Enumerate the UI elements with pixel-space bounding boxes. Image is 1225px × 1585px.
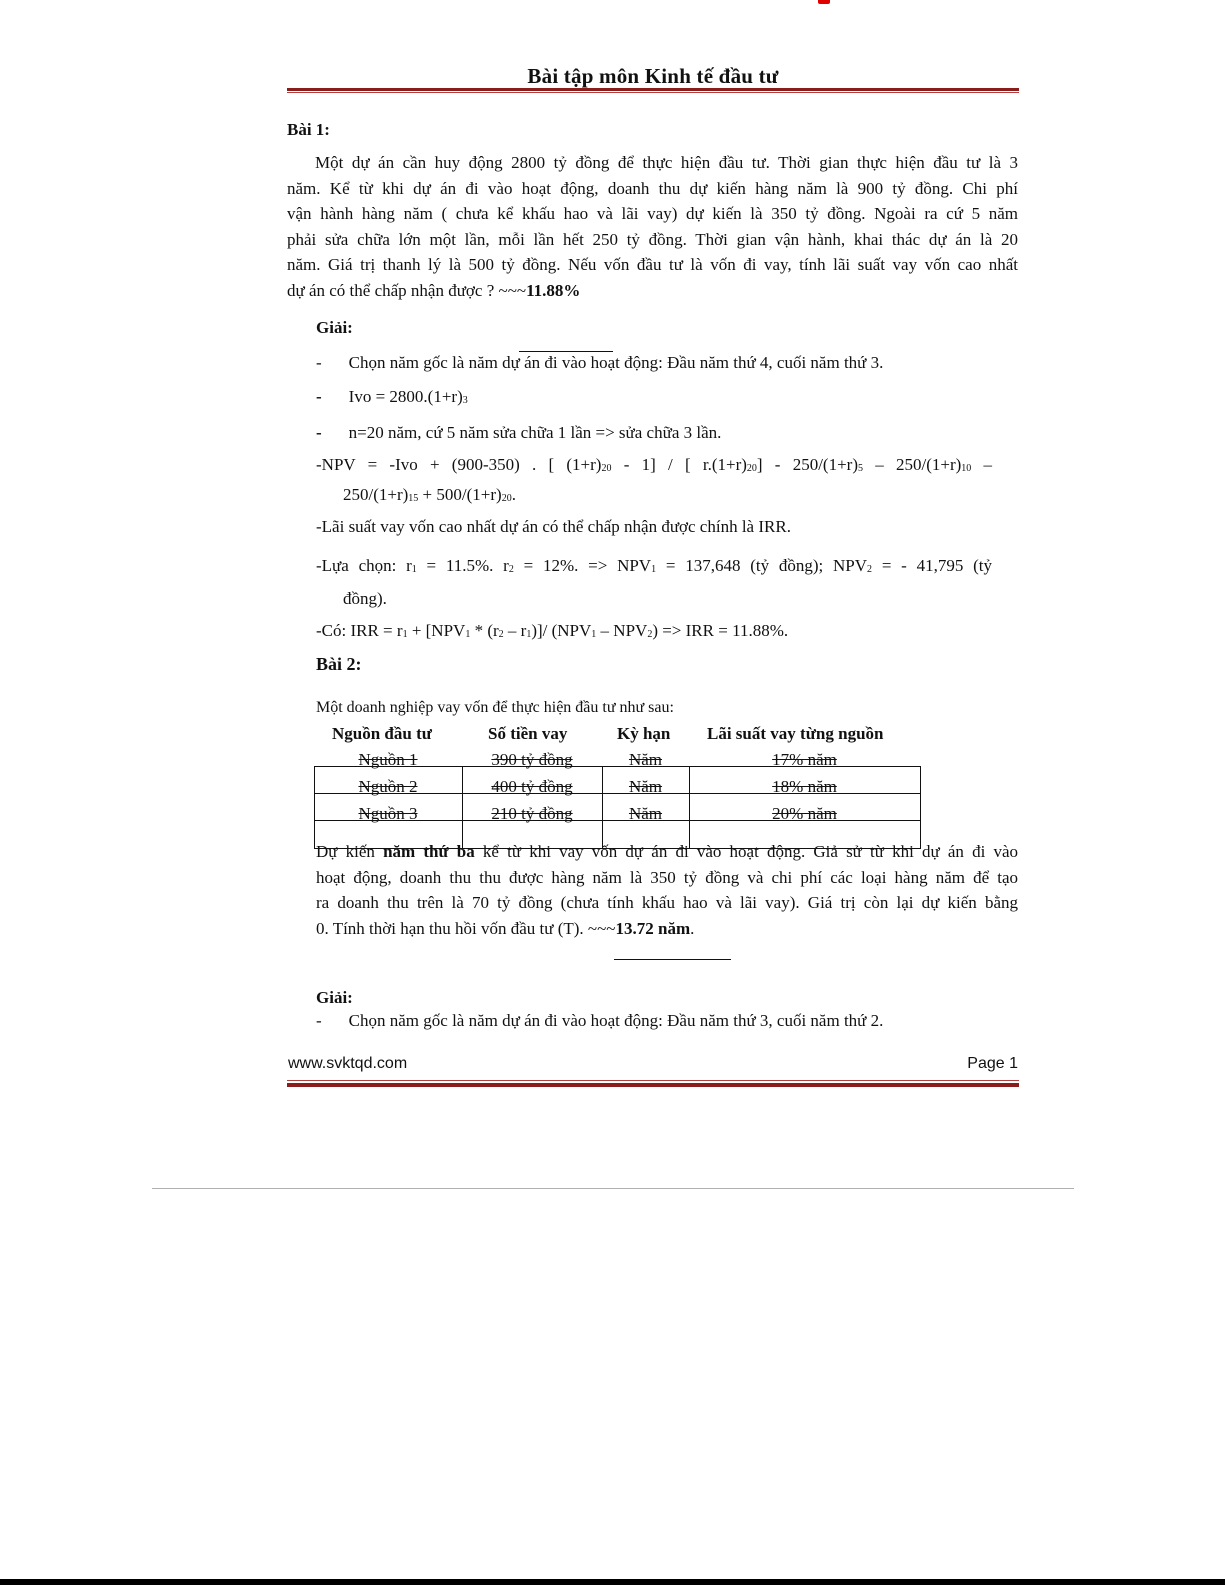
choice-sub: 1: [411, 564, 417, 575]
npv-part: – 250/(1+r): [863, 455, 962, 474]
npv-part: -NPV = -Ivo + (900-350) . [ (1+r): [316, 455, 602, 474]
choice-sub: 2: [508, 564, 514, 575]
bai1-problem: [287, 150, 1018, 304]
bai1-step2-text: Ivo = 2800.(1+r): [348, 387, 463, 406]
choice-part: = - 41,795 (tỷ: [872, 556, 992, 575]
page-break-divider: [152, 1188, 1074, 1189]
formula-sub: 2: [498, 629, 504, 640]
table-cell: Nguồn 1: [358, 750, 418, 769]
formula-part: -Có: IRR = r: [316, 621, 403, 640]
choice-part: = 11.5%. r: [416, 556, 509, 575]
table-cell: 400 tỷ đồng: [491, 777, 573, 796]
formula-part: – r: [503, 621, 527, 640]
npv-part: + 500/(1+r): [418, 484, 502, 504]
formula-sub: 1: [526, 629, 532, 640]
formula-sub: 1: [402, 629, 408, 640]
bai2-intro: Một doanh nghiệp vay vốn để thực hiện đầu tư như sau:: [316, 699, 674, 716]
section-divider: [614, 959, 731, 960]
bai1-problem-last-prefix: dự án có thể chấp nhận được ? ~~~: [287, 280, 527, 300]
bai2-line-2: hoạt động, doanh thu thu được hàng năm là 350 tỷ đồng và chi phí các loại hàng năm để tạo: [316, 867, 1018, 887]
table-header-term: Kỳ hạn: [617, 724, 671, 743]
bai2-step1-text: Chọn năm gốc là năm dự án đi vào hoạt động: Đầu năm thứ 3, cuối năm thứ 2.: [348, 1011, 884, 1030]
choice-sub: 2: [867, 564, 873, 575]
bai1-step3-text: n=20 năm, cứ 5 năm sửa chữa 1 lần => sửa chữa 3 lần.: [348, 423, 722, 442]
formula-part: ) => IRR = 11.88%.: [652, 621, 789, 640]
bai1-step3: - n=20 năm, cứ 5 năm sửa chữa 1 lần => sửa chữa 3 lần.: [316, 423, 722, 442]
bai2-problem: [316, 839, 1018, 941]
formula-sub: 1: [591, 629, 597, 640]
bottom-black-bar: [0, 1579, 1225, 1585]
npv-part: .: [511, 484, 516, 504]
bai2-answer: 13.72 năm: [615, 918, 691, 938]
footer-rule: [287, 1083, 1019, 1087]
bai2-line-3: ra doanh thu trên là 70 tỷ đồng (chưa tính khấu hao và lãi vay). Giá trị còn lại dự kiến bằng: [316, 893, 1018, 913]
bai1-answer: 11.88%: [526, 280, 581, 300]
npv-sub: 10: [961, 463, 972, 474]
bai1-step2: - Ivo = $2800.(1+r)_3$: [316, 387, 468, 406]
npv-part: 250/(1+r): [343, 484, 409, 504]
choice-part: -Lựa chọn: r: [316, 556, 412, 575]
formula-sub: 2: [647, 629, 653, 640]
table-cell: Nguồn 3: [358, 804, 418, 823]
table-header-amount: Số tiền vay: [488, 724, 568, 743]
bai1-problem-line: năm. Kể từ khi dự án đi vào hoạt động, doanh thu dự kiến hàng năm là 900 tỷ đồng. Chi phí: [287, 178, 1018, 198]
table-cell: 17% năm: [772, 750, 837, 769]
table-cell: 390 tỷ đồng: [491, 750, 573, 769]
bai2-solution-heading: Giải:: [316, 988, 353, 1007]
bai1-step1-text: Chọn năm gốc là năm dự án đi vào hoạt động: Đầu năm thứ 4, cuối năm thứ 3.: [348, 353, 884, 372]
npv-part: - 1] / [ r.(1+r): [611, 455, 747, 474]
bai1-choice: [316, 553, 992, 611]
table-cell: Nguồn 2: [358, 777, 418, 796]
formula-sub: 1: [465, 629, 471, 640]
bai2-heading: Bài 2:: [316, 654, 362, 674]
bai2-step1: - Chọn năm gốc là năm dự án đi vào hoạt động: Đầu năm thứ 3, cuối năm thứ 2.: [316, 1011, 884, 1030]
bai1-npv-formula: [316, 452, 992, 511]
npv-line-2: [316, 482, 992, 512]
npv-part: –: [971, 455, 992, 474]
npv-sub: 20: [601, 463, 612, 474]
bai1-irr-formula: [316, 618, 788, 648]
choice-line-2: đồng).: [343, 588, 387, 608]
bai1-step1: - Chọn năm gốc là năm dự án đi vào hoạt động: Đầu năm thứ 4, cuối năm thứ 3.: [316, 353, 884, 372]
npv-line-1: [316, 452, 992, 482]
bai1-problem-line: phải sửa chữa lớn một lần, mỗi lần hết 250 tỷ đồng. Thời gian vận hành, khai thác dự án là 20: [287, 229, 1018, 249]
table-header-source: Nguồn đầu tư: [332, 724, 432, 743]
table-cell: 20% năm: [772, 804, 837, 823]
bai2-line-4: [316, 916, 1018, 942]
bai1-step2-sub: 3: [462, 395, 468, 406]
npv-sub: 20: [746, 463, 757, 474]
bai2-text-bold: năm thứ ba: [383, 842, 475, 861]
bai1-problem-line: vận hành hàng năm ( chưa kể khấu hao và lãi vay) dự kiến là 350 tỷ đồng. Ngoài ra cứ 5 năm: [287, 204, 1018, 224]
bai1-heading: Bài 1:: [287, 120, 330, 139]
npv-part: ] - 250/(1+r): [756, 455, 858, 474]
npv-sub: 5: [858, 463, 863, 474]
page-title: Bài tập môn Kinh tế đầu tư: [527, 64, 779, 88]
table-header-rate: Lãi suất vay từng nguồn: [707, 724, 884, 743]
table-cell: Năm: [628, 804, 663, 823]
formula-part: )]/ (NPV: [531, 621, 592, 640]
bai2-text-part: 0. Tính thời hạn thu hồi vốn đầu tư (T). ~~~: [316, 918, 616, 938]
footer-rule-thin: [287, 1080, 1019, 1081]
table-rule: [920, 766, 921, 849]
bai2-text-part: Dự kiến: [316, 842, 384, 861]
choice-part: = 12%. => NPV: [513, 556, 652, 575]
red-header-fragment: [818, 0, 830, 4]
choice-sub: 1: [651, 564, 657, 575]
formula-part: – NPV: [596, 621, 648, 640]
table-cell: Năm: [628, 750, 663, 769]
header-rule: [287, 88, 1019, 91]
footer-website: www.svktqd.com: [288, 1055, 408, 1072]
npv-sub: 15: [408, 492, 419, 504]
npv-sub: 20: [501, 492, 512, 504]
header-rule-thin: [287, 92, 1019, 93]
bai2-line-1: [316, 839, 1018, 865]
choice-part: = 137,648 (tỷ đồng); NPV: [656, 556, 868, 575]
bai1-problem-line: Một dự án cần huy động 2800 tỷ đồng để thực hiện đầu tư. Thời gian thực hiện đầu tư là 3: [315, 153, 1018, 172]
bai1-irr-note: -Lãi suất vay vốn cao nhất dự án có thể chấp nhận được chính là IRR.: [316, 517, 791, 536]
bai2-text-part: kể từ khi vay vốn dự án đi vào hoạt động. Giả sử từ khi dự án đi vào: [474, 842, 1018, 861]
table-cell: 18% năm: [772, 777, 837, 796]
formula-part: + [NPV: [407, 621, 466, 640]
bai1-problem-last-line: [287, 278, 1018, 304]
choice-line-1: [316, 553, 992, 583]
table-cell: Năm: [628, 777, 663, 796]
bai1-problem-line: năm. Giá trị thanh lý là 500 tỷ đồng. Nếu vốn đầu tư là vốn đi vay, tính lãi suất vay vốn cao nhất: [287, 255, 1018, 275]
table-cell: 210 tỷ đồng: [491, 804, 573, 823]
footer-page-number: Page 1: [967, 1055, 1018, 1072]
formula-part: * (r: [470, 621, 499, 640]
bai2-text-part: .: [690, 918, 695, 938]
bai1-solution-heading: Giải:: [316, 318, 353, 337]
